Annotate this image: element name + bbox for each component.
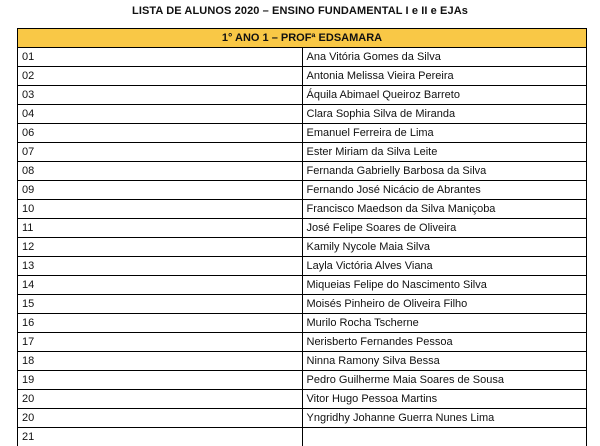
- student-name-cell: Nerisberto Fernandes Pessoa: [302, 333, 587, 352]
- row-number-cell: 08: [18, 162, 303, 181]
- table-row: [18, 409, 587, 428]
- student-name-cell: Ester Miriam da Silva Leite: [302, 143, 587, 162]
- class-header-cell: 1° ANO 1 – PROFª EDSAMARA: [18, 29, 587, 48]
- student-name-cell: Kamily Nycole Maia Silva: [302, 238, 587, 257]
- table-row: [18, 219, 587, 238]
- row-number-cell: 17: [18, 333, 303, 352]
- row-number-cell: 13: [18, 257, 303, 276]
- row-number-cell: 04: [18, 105, 303, 124]
- row-number-cell: 20: [18, 409, 303, 428]
- table-row: [18, 257, 587, 276]
- row-number-cell: 01: [18, 48, 303, 67]
- table-row: [18, 238, 587, 257]
- row-number-cell: 03: [18, 86, 303, 105]
- student-name-cell: Layla Victória Alves Viana: [302, 257, 587, 276]
- row-number-cell: 07: [18, 143, 303, 162]
- row-number-cell: 10: [18, 200, 303, 219]
- row-number-cell: 20: [18, 390, 303, 409]
- table-row: [18, 86, 587, 105]
- student-name-cell: Antonia Melissa Vieira Pereira: [302, 67, 587, 86]
- table-row: [18, 200, 587, 219]
- student-name-cell: Pedro Guilherme Maia Soares de Sousa: [302, 371, 587, 390]
- row-number-cell: 21: [18, 428, 303, 446]
- table-row: [18, 333, 587, 352]
- student-name-cell: Francisco Maedson da Silva Maniçoba: [302, 200, 587, 219]
- row-number-cell: 16: [18, 314, 303, 333]
- table-row: [18, 105, 587, 124]
- row-number-cell: 19: [18, 371, 303, 390]
- student-name-cell: Yngridhy Johanne Guerra Nunes Lima: [302, 409, 587, 428]
- student-name-cell: Áquila Abimael Queiroz Barreto: [302, 86, 587, 105]
- student-name-cell: Ana Vitória Gomes da Silva: [302, 48, 587, 67]
- row-number-cell: 06: [18, 124, 303, 143]
- row-number-cell: 11: [18, 219, 303, 238]
- row-number-cell: 12: [18, 238, 303, 257]
- table-row: [18, 162, 587, 181]
- table-row: [18, 371, 587, 390]
- table-row: [18, 352, 587, 371]
- student-name-cell: Ninna Ramony Silva Bessa: [302, 352, 587, 371]
- student-name-cell: Fernanda Gabrielly Barbosa da Silva: [302, 162, 587, 181]
- table-row: [18, 428, 587, 446]
- row-number-cell: 15: [18, 295, 303, 314]
- table-row: [18, 143, 587, 162]
- table-row: [18, 48, 587, 67]
- student-name-cell: Miqueias Felipe do Nascimento Silva: [302, 276, 587, 295]
- student-roster-table: [17, 28, 587, 446]
- student-name-cell: Clara Sophia Silva de Miranda: [302, 105, 587, 124]
- row-number-cell: 09: [18, 181, 303, 200]
- table-row: [18, 181, 587, 200]
- row-number-cell: 02: [18, 67, 303, 86]
- document-title: LISTA DE ALUNOS 2020 – ENSINO FUNDAMENTAL I e II e EJAs: [132, 5, 468, 17]
- table-row: [18, 295, 587, 314]
- student-name-cell: Vitor Hugo Pessoa Martins: [302, 390, 587, 409]
- row-number-cell: 14: [18, 276, 303, 295]
- table-row: [18, 314, 587, 333]
- class-header-row: [18, 29, 587, 48]
- student-name-cell: Fernando José Nicácio de Abrantes: [302, 181, 587, 200]
- student-name-cell: José Felipe Soares de Oliveira: [302, 219, 587, 238]
- row-number-cell: 18: [18, 352, 303, 371]
- table-row: [18, 276, 587, 295]
- student-name-cell: [302, 428, 587, 446]
- student-name-cell: Murilo Rocha Tscherne: [302, 314, 587, 333]
- table-row: [18, 124, 587, 143]
- table-row: [18, 67, 587, 86]
- student-name-cell: Moisés Pinheiro de Oliveira Filho: [302, 295, 587, 314]
- student-name-cell: Emanuel Ferreira de Lima: [302, 124, 587, 143]
- table-row: [18, 390, 587, 409]
